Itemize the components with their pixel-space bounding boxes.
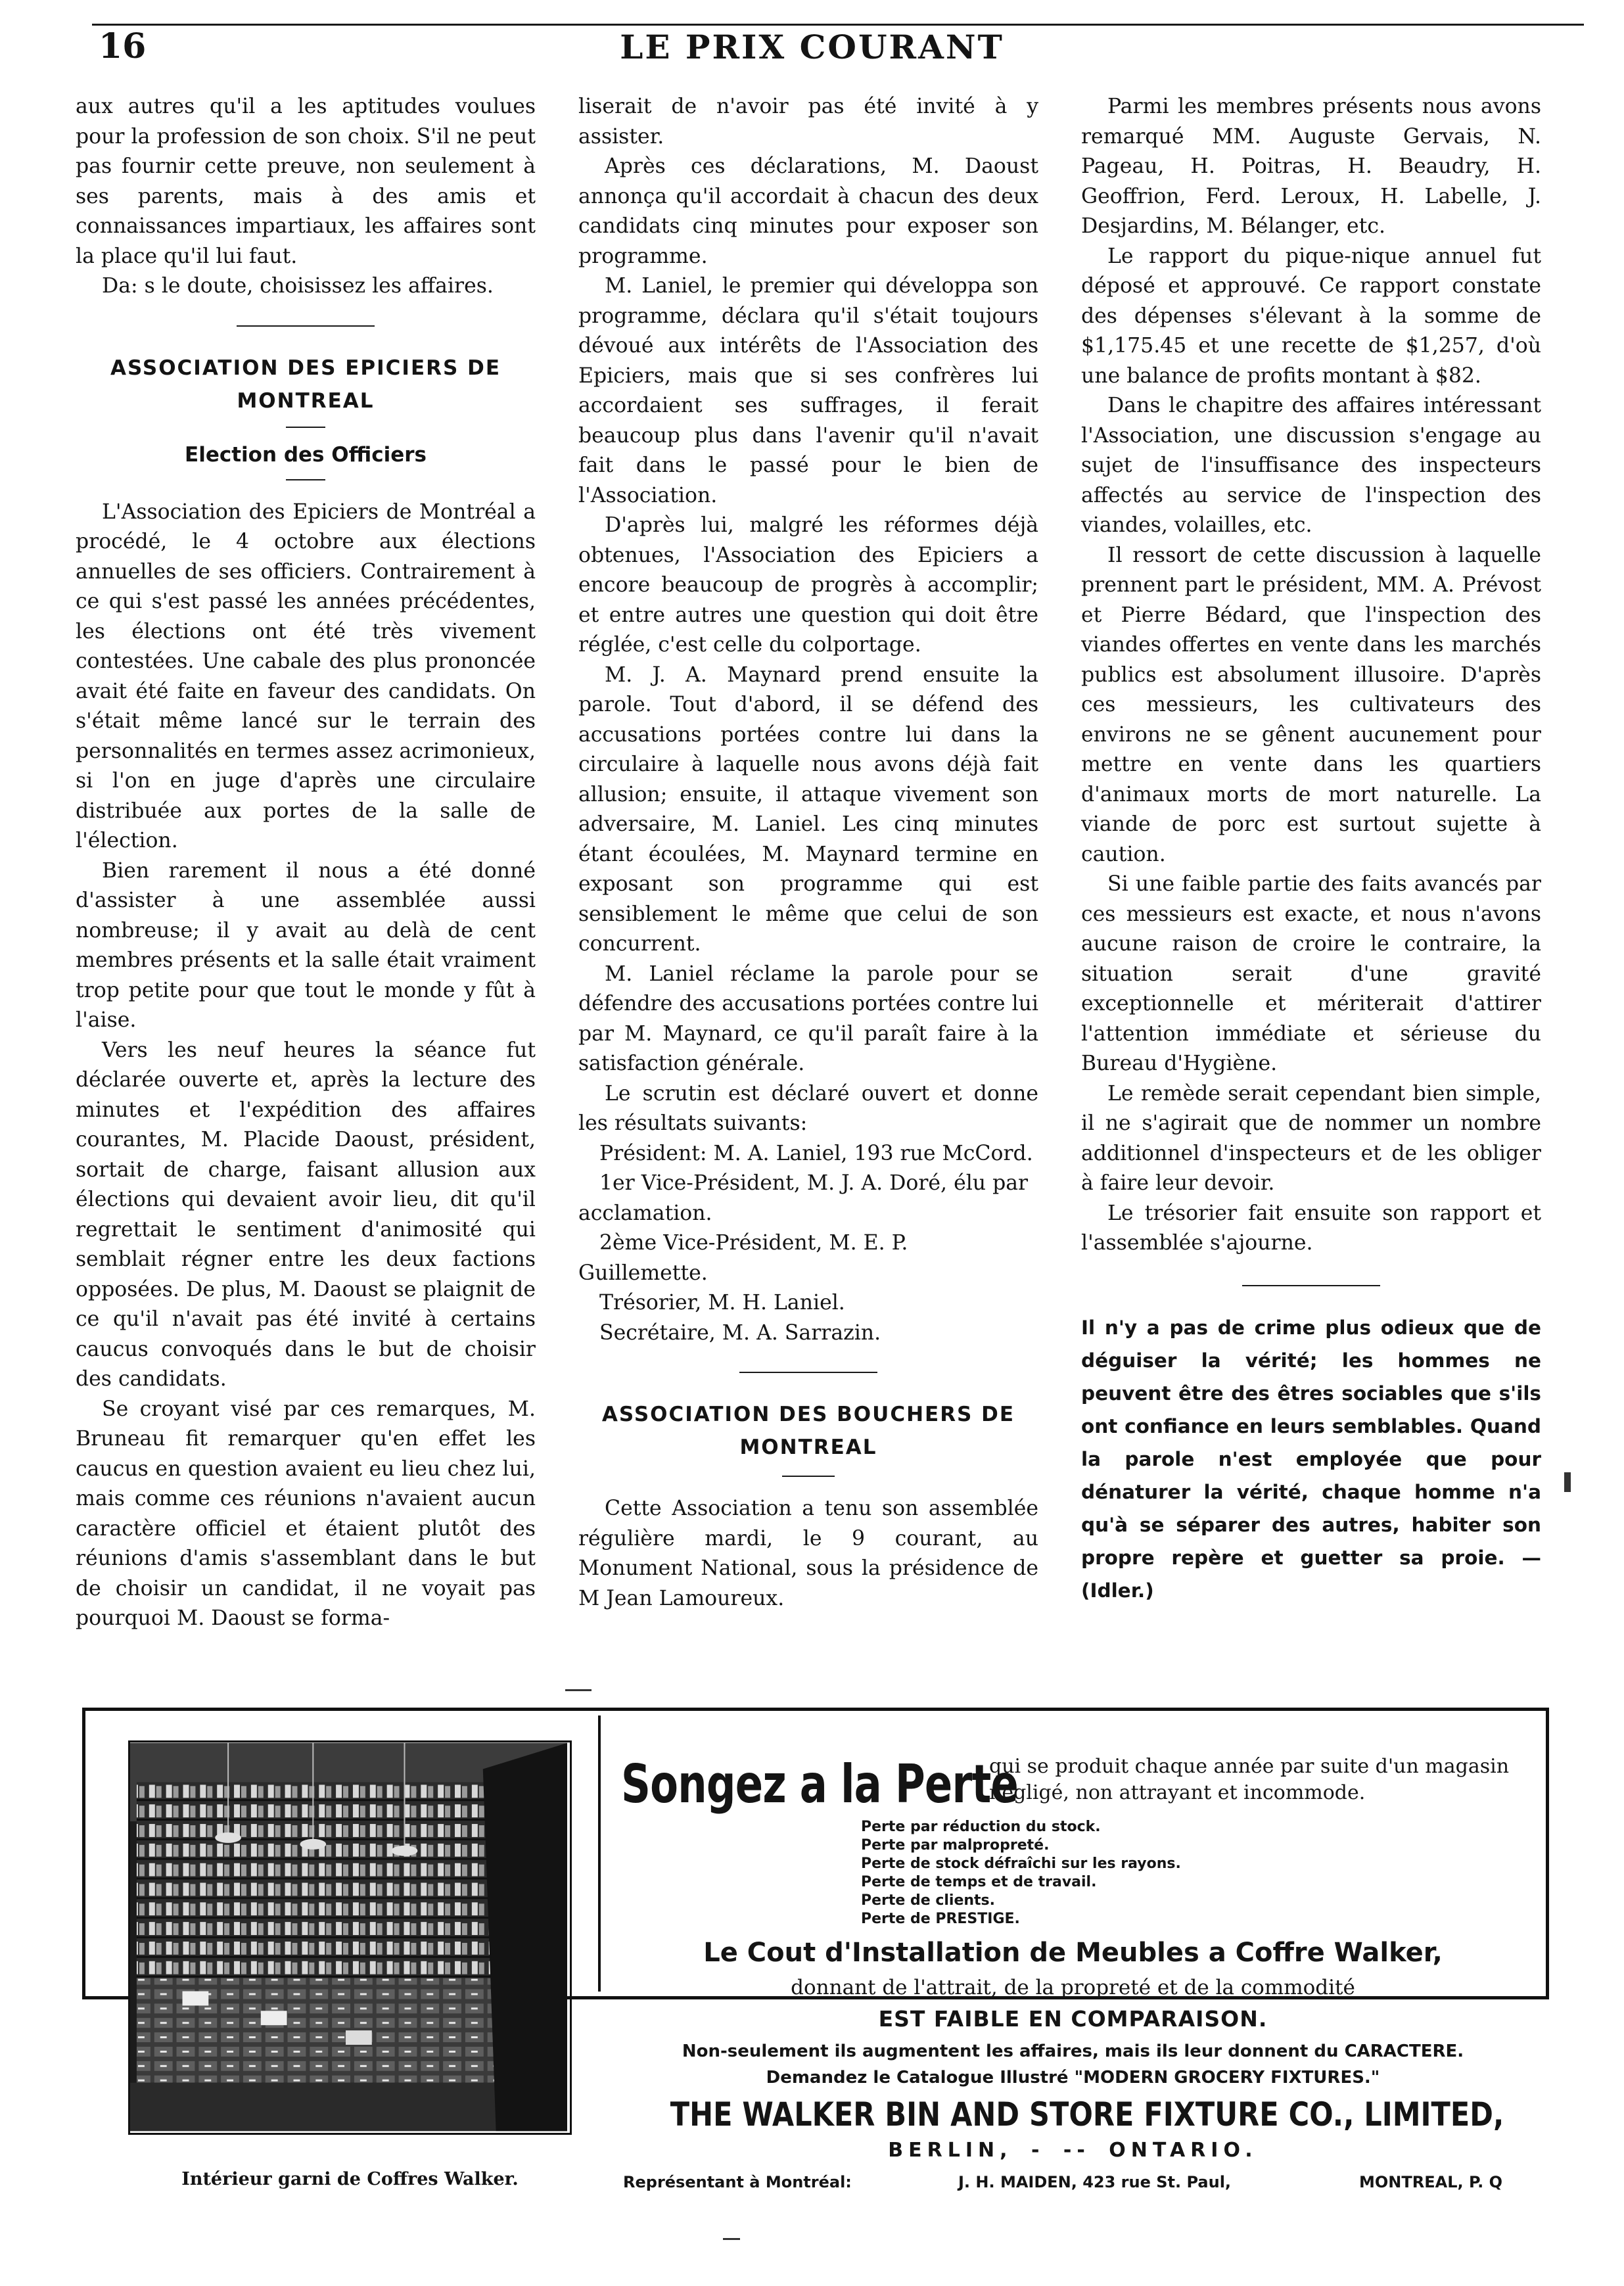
paragraph: Le scrutin est déclaré ouvert et donne les résultats suivants: [578, 1081, 1038, 1135]
ad-divider [598, 1715, 601, 1992]
loss-item: Perte par réduction du stock. [861, 1819, 1101, 1835]
loss-item: Perte de stock défraîchi sur les rayons. [861, 1855, 1181, 1872]
print-mark [1564, 1472, 1571, 1492]
paragraph: M. Laniel, le premier qui développa son programme, déclara qu'il s'était toujours dévoué aux intérêts de l'Association des Epiciers, mais que si ses confrères lui accordaient ses suffrages, il ferait beaucoup plus dans l'avenir qu'il n'avait fait dans le passé pour le bien de l'Association. [578, 274, 1038, 507]
ad-cost-subtitle: donnant de l'attrait, de la propreté et de la commodité [791, 1976, 1355, 1999]
separator [237, 325, 375, 327]
column-3 [1081, 92, 1541, 1607]
store-photo-frame [128, 1740, 572, 2135]
ad-company-city: BERLIN, - -- ONTARIO. [888, 2139, 1258, 2162]
photo-caption: Intérieur garni de Coffres Walker. [181, 2169, 519, 2189]
result-item: Président: M. A. Laniel, 193 rue McCord. [599, 1141, 1033, 1165]
separator [1242, 1285, 1380, 1286]
column-1 [76, 92, 536, 1634]
paragraph: Il ressort de cette discussion à laquelle prennent part le président, MM. A. Prévost et Pierre Bédard, que l'inspection des viandes offertes en vente dans les marchés publics est absolument illusoire. D'après ces messieurs, les cultivateurs des environs ne se gênent aucunement pour mettre en vente dans les quartiers d'animaux morts de mort naturelle. La viande de porc est surtout sujette à caution. [1081, 543, 1541, 866]
paragraph: Si une faible partie des faits avancés par ces messieurs est exacte, et nous n'avons aucune raison de croire le contraire, la situation serait d'une gravité exceptionnelle et mériterait d'attirer l'attention immédiate et sérieuse du Bureau d'Hygiène. [1081, 872, 1541, 1075]
print-mark [565, 1689, 592, 1691]
column-2 [578, 92, 1038, 1614]
ad-headline: Songez a la Perte [621, 1754, 1019, 1815]
paragraph: L'Association des Epiciers de Montréal a procédé, le 4 octobre aux élections annuelles de ses officiers. Contrairement à ce qui s'est passé les années précédentes, les élections ont été très vivement contestées. Une cabale des plus prononcée avait été faite en faveur des candidats. On s'était même lancé sur le terrain des personnalités en termes assez acrimonieux, si l'on en juge d'après une circulaire distribuée aux portes de la salle de l'élection. [76, 500, 536, 852]
ad-headline-side: qui se produit chaque année par suite d'un magasin négligé, non attrayant et incommode. [989, 1755, 1510, 1804]
separator [739, 1372, 877, 1373]
loss-item: Perte de PRESTIGE. [861, 1911, 1020, 1927]
section-subtitle: Election des Officiers [185, 442, 427, 467]
paragraph: Bien rarement il nous a été donné d'assister à une assemblée aussi nombreuse; il y avait au delà de cent membres présents et la salle était vraiment trop petite pour que tout le monde y fût à l'aise. [76, 858, 536, 1032]
result-item: Secrétaire, M. A. Sarrazin. [599, 1320, 881, 1345]
paragraph: Après ces déclarations, M. Daoust annonça qu'il accordait à chacun des deux candidats cinq minutes pour exposer son programme. [578, 154, 1038, 268]
separator-small [782, 1476, 835, 1477]
paragraph: Le trésorier fait ensuite son rapport et l'assemblée s'ajourne. [1081, 1201, 1541, 1255]
ad-cost-low: EST FAIBLE EN COMPARAISON. [878, 2006, 1268, 2032]
section-title-epiciers: ASSOCIATION DES EPICIERS DE MONTREAL [110, 356, 501, 413]
result-item: 2ème Vice-Président, M. E. P. Guillemette. [578, 1231, 908, 1285]
paragraph: Cette Association a tenu son assemblée régulière mardi, le 9 courant, au Monument National, sous la présidence de M Jean Lamoureux. [578, 1497, 1038, 1610]
paragraph: aux autres qu'il a les aptitudes voulues pour la profession de son choix. S'il ne peut pas fournir cette preuve, non seulement à ses parents, mais à des amis et connaissances impartiaux, les affaires sont la place qu'il lui faut. [76, 95, 536, 268]
quote-idler: Il n'y a pas de crime plus odieux que de déguiser la vérité; les hommes ne peuvent être des êtres sociables que s'ils ont confiance en leurs semblables. Quand la parole n'est employée que pour dénaturer la vérité, chaque homme n'a qu'à se séparer des autres, habiter son propre repère et guetter sa proie. — (Idler.) [1081, 1316, 1541, 1602]
result-item: 1er Vice-Président, M. J. A. Doré, élu par acclamation. [578, 1171, 1029, 1225]
page-number: 16 [99, 26, 147, 66]
separator-small [286, 479, 325, 480]
paragraph: liserait de n'avoir pas été invité à y assister. [578, 95, 1038, 149]
paragraph: D'après lui, malgré les réformes déjà obtenues, l'Association des Epiciers a encore beaucoup de progrès à accomplir; et entre autres une question qui doit être réglée, c'est celle du colportage. [578, 513, 1038, 657]
ad-line-affaires: Non-seulement ils augmentent les affaires, mais ils leur donnent du CARACTERE. [682, 2041, 1464, 2061]
ad-cost-title: Le Cout d'Installation de Meubles a Coffre Walker, [703, 1938, 1443, 1968]
header-rule [92, 24, 1584, 26]
rep-city: MONTREAL, P. Q [1359, 2173, 1503, 2191]
paragraph: Da: s le doute, choisissez les affaires. [102, 274, 494, 298]
rep-name: J. H. MAIDEN, 423 rue St. Paul, [958, 2173, 1232, 2191]
paragraph: Parmi les membres présents nous avons remarqué MM. Auguste Gervais, N. Pageau, H. Poitras, H. Beaudry, H. Geoffrion, Ferd. Leroux, H. Labelle, J. Desjardins, M. Bélanger, etc. [1081, 95, 1541, 238]
loss-item: Perte par malpropreté. [861, 1837, 1050, 1854]
paragraph: Vers les neuf heures la séance fut déclarée ouverte et, après la lecture des minutes et l'expédition des affaires courantes, M. Placide Daoust, président, sortait de charge, faisant allusion aux élections qui devaient avoir lieu, dit qu'il regrettait le sentiment d'animosité qui semblait régner entre les deux factions opposées. De plus, M. Daoust se plaignit de ce qu'il n'avait pas été invité à certains caucus convoqués dans le but de choisir des candidats. [76, 1038, 536, 1391]
losses-list [861, 1818, 1181, 1928]
loss-item: Perte de temps et de travail. [861, 1874, 1097, 1890]
print-mark [723, 2238, 740, 2240]
paragraph: Le rapport du pique-nique annuel fut déposé et approuvé. Ce rapport constate des dépenses s'élevant à la somme de $1,175.45 et une recette de $1,257, d'où une balance de profits montant à $82. [1081, 244, 1541, 388]
masthead: LE PRIX COURANT [620, 28, 1004, 66]
loss-item: Perte de clients. [861, 1892, 995, 1909]
store-interior-photo [130, 1742, 567, 2132]
paragraph: M. Laniel réclame la parole pour se défendre des accusations portées contre lui par M. Maynard, ce qu'il paraît faire à la satisfaction générale. [578, 962, 1038, 1075]
paragraph: Le remède serait cependant bien simple, il ne s'agirait que de nommer un nombre additionnel d'inspecteurs et de les obliger à faire leur devoir. [1081, 1081, 1541, 1195]
result-item: Trésorier, M. H. Laniel. [599, 1291, 845, 1315]
ad-line-catalogue: Demandez le Catalogue Illustré "MODERN GROCERY FIXTURES." [766, 2068, 1380, 2088]
section-title-bouchers: ASSOCIATION DES BOUCHERS DE MONTREAL [601, 1403, 1015, 1459]
rep-label: Représentant à Montréal: [623, 2173, 852, 2191]
separator-small [286, 427, 325, 428]
paragraph: Se croyant visé par ces remarques, M. Bruneau fit remarquer qu'en effet les caucus en question avaient eu lieu chez lui, mais comme ces réunions n'avaient aucun caractère officiel et étaient plutôt des réunions d'amis s'assemblant dans le but de choisir un candidat, il ne voyait pas pourquoi M. Daoust se forma- [76, 1397, 536, 1630]
ad-company-name: THE WALKER BIN AND STORE FIXTURE CO., LIMITED, [670, 2095, 1504, 2134]
paragraph: Dans le chapitre des affaires intéressant l'Association, une discussion s'engage au sujet de l'insuffisance des inspecteurs affectés au service de l'inspection des viandes, volailles, etc. [1081, 394, 1541, 537]
paragraph: M. J. A. Maynard prend ensuite la parole. Tout d'abord, il se défend des accusations portées contre lui dans la circulaire à laquelle nous avons déjà fait allusion; ensuite, il attaque vivement son adversaire, M. Laniel. Les cinq minutes étant écoulées, M. Maynard termine en exposant son programme qui est sensiblement le même que celui de son concurrent. [578, 663, 1038, 956]
